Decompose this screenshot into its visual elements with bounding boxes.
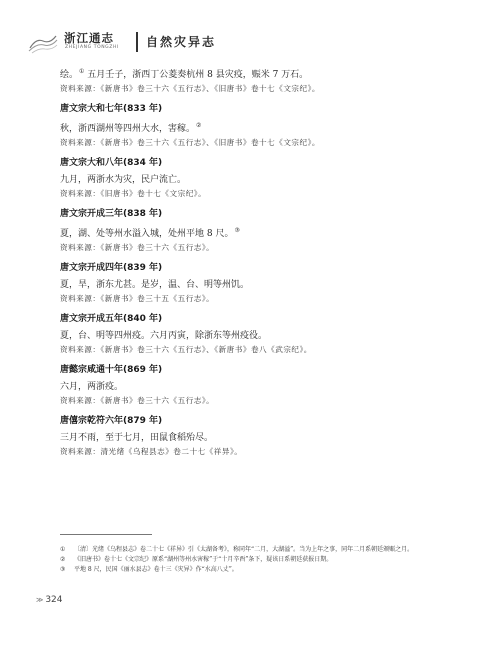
entry-text [60,224,420,241]
entry-body: 秋，浙西湖州等四州大水，害稼。 [60,124,196,134]
entry-text [60,380,420,394]
brand-subtitle: ZHEJIANG TONGZHI [65,45,119,50]
footnote-marker[interactable]: ② [196,122,202,129]
page-number [36,595,63,605]
intro-text-continued: 五月壬子，浙西丁公菱奏杭州 8 县灾疫，赈米 7 万石。 [84,70,309,80]
entry [60,102,420,150]
footnote [60,545,420,555]
footnote-text: 平地 8 尺，民国《丽水县志》卷十三《灾异》作“水高八丈”。 [74,566,238,573]
source-line: 资料来源：《旧唐书》卷十七《文宗纪》。 [60,189,207,198]
footnote-marker[interactable]: ① [79,68,85,75]
entry-body: 夏，台、明等四州疫。六月丙寅，除浙东等州疫役。 [60,331,268,341]
footnote-divider [60,534,152,535]
entry-body: 夏，旱，浙东尤甚。是岁，温、台、明等州饥。 [60,280,250,290]
footnote-mark: ② [60,556,66,563]
source-line: 资料来源：《新唐书》卷三十六《五行志》、《新唐书》卷八《武宗纪》。 [60,345,312,354]
zhejiang-tongzhi-logo-icon [28,32,58,54]
entry-title: 唐文宗大和七年(833 年) [60,104,163,114]
page-arrow-icon: ≫ [36,596,44,604]
entry-body: 六月，两浙疫。 [60,382,124,392]
entry [60,261,420,306]
entry-text [60,278,420,292]
footnote [60,555,420,565]
entry-text [60,431,420,445]
footnote [60,565,420,575]
source-line: 资料来源：《新唐书》卷三十六《五行志》、《旧唐书》卷十七《文宗纪》。 [60,84,320,93]
footnotes [60,545,420,575]
entry [60,414,420,459]
source-line: 资料来源：《新唐书》卷三十六《五行志》。 [60,243,215,252]
entry-title: 唐懿宗咸通十年(869 年) [60,365,163,375]
entry-title: 唐文宗开成四年(839 年) [60,263,163,273]
footnote-mark: ① [60,546,66,553]
entry-body: 九月，两浙水为灾，民户流亡。 [60,175,187,185]
source-line: 资料来源：《新唐书》卷三十六《五行志》、《旧唐书》卷十七《文宗纪》。 [60,138,320,147]
entry-text [60,329,420,343]
page-number-value: 324 [45,595,63,605]
page-header [28,30,452,56]
footnote-marker[interactable]: ③ [234,227,240,234]
source-line: 资料来源：清光绪《乌程县志》卷二十七《祥异》。 [60,447,243,456]
entry-title: 唐僖宗乾符六年(879 年) [60,416,163,426]
entry-body: 夏，湖、处等州水溢入城，处州平地 8 尺。 [60,229,234,239]
entry-title: 唐文宗开成五年(840 年) [60,314,163,324]
entry-text [60,173,420,187]
main-content [60,65,420,459]
source-line: 资料来源：《新唐书》卷三十五《五行志》。 [60,294,215,303]
footnote-mark: ③ [60,566,66,573]
footnote-text: 《旧唐书》卷十七《文宗纪》原系“湖州等州水害稼”于“十月辛酉”条下，疑该日系朝廷获报日期。 [74,556,333,563]
entry [60,312,420,357]
entry-title: 唐文宗大和八年(834 年) [60,158,163,168]
header-divider [136,32,138,52]
entry [60,363,420,408]
section-title: 自然灾异志 [146,35,217,49]
entry-title: 唐文宗开成三年(838 年) [60,209,163,219]
entry-body: 三月不雨，至于七月，田鼠食稻殆尽。 [60,433,214,443]
entry [60,207,420,255]
intro-text: 绘。 [60,70,79,80]
footnote-text: 〔清〕光绪《乌程县志》卷二十七《祥异》引《太湖备考》，称同年“二月，大湖溢”。当为上年之事，同年二月系朝廷颁赈之月。 [74,546,414,553]
entry [60,156,420,201]
entry-text [60,119,420,136]
source-line: 资料来源：《新唐书》卷三十六《五行志》。 [60,396,215,405]
intro-paragraph [60,65,420,82]
brand-title: 浙江通志 [64,31,114,45]
